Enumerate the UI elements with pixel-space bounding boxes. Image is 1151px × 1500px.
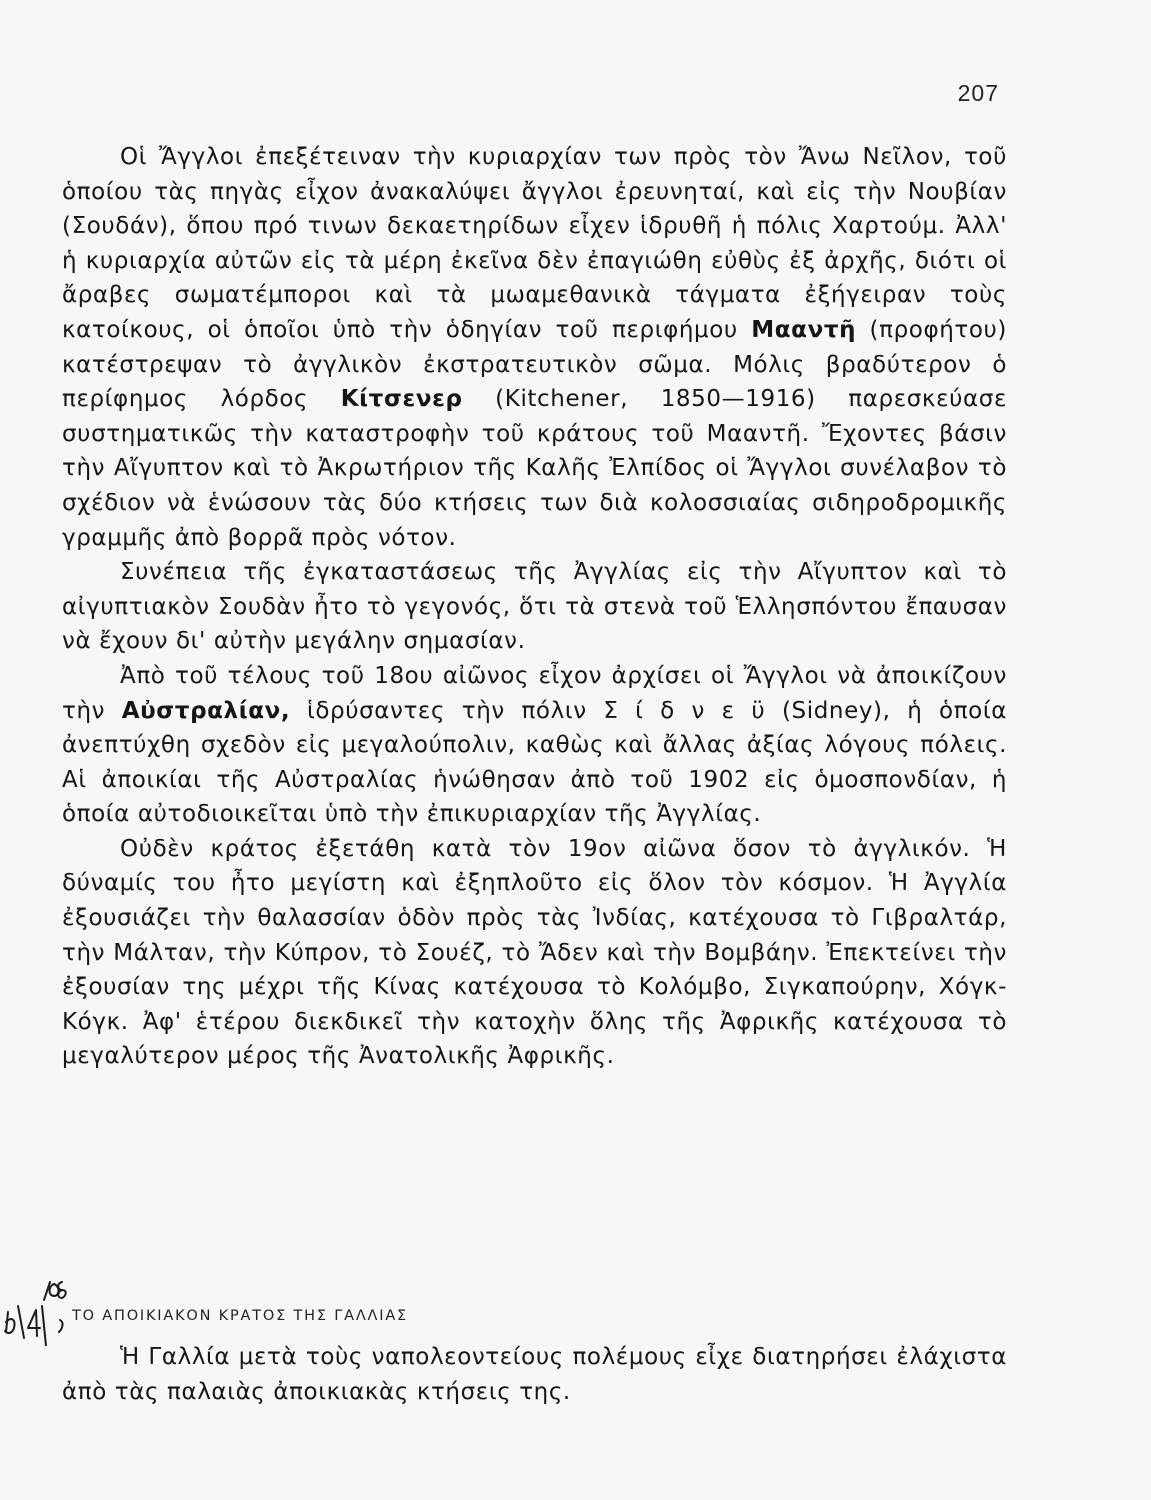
handwritten-margin-note bbox=[2, 1276, 68, 1346]
section-heading: ΤΟ ΑΠΟΙΚΙΑΚΟΝ ΚΡΑΤΟΣ ΤΗΣ ΓΑΛΛΙΑΣ bbox=[72, 1308, 409, 1324]
paragraph-1-text-a: Οἱ Ἄγγλοι ἐπεξέτειναν τὴν κυριαρχίαν των πρὸς τὸν Ἄνω Νεῖλον, τοῦ ὁποίου τὰς πηγὰς εἶχον ἀνακαλύψει ἄγγλοι ἐρευνηταί, καὶ εἰς τὴν Νουβίαν (Σουδάν), ὅπου πρό τινων δεκαετηρίδων εἶχεν ἱδρυθῆ ἡ πόλις Χαρτούμ. Ἀλλ' ἡ κυριαρχία αὐτῶν εἰς τὰ μέρη ἐκεῖνα δὲν ἐπαγιώθη εὐθὺς ἐξ ἀρχῆς, διότι οἱ ἄραβες σωματέμποροι καὶ τὰ μωαμεθανικὰ τάγματα ἐξήγειραν τοὺς κατοίκους, οἱ ὁποῖοι ὑπὸ τὴν ὁδηγίαν τοῦ περιφήμου bbox=[62, 144, 1007, 343]
body-text bbox=[62, 140, 1007, 1074]
bold-term-maanti: Μααντῆ bbox=[751, 316, 857, 343]
paragraph-1 bbox=[62, 140, 1007, 555]
paragraph-1-text-c: (προφήτου) κατέστρεψαν τὸ ἀγγλικὸν ἐκστρατευτικὸν σῶμα. Μόλις βραδύτερον ὁ περίφημος λόρδος bbox=[62, 316, 1007, 413]
paragraph-3-text-c: ἱδρύσαντες τὴν πόλιν Σ ί δ ν ε ϋ (Sidney), ἡ ὁποία ἀνεπτύχθη σχεδὸν εἰς μεγαλούπολιν, καθὼς καὶ ἄλλας ἀξίας λόγους πόλεις. Αἱ ἀποικίαι τῆς Αὐστραλίας ἡνώθησαν ἀπὸ τοῦ 1902 εἰς ὁμοσπονδίαν, ἡ ὁποία αὐτοδιοικεῖται ὑπὸ τὴν ἐπικυριαρχίαν τῆς Ἀγγλίας. bbox=[62, 697, 1007, 828]
paragraph-3 bbox=[62, 659, 1007, 832]
paragraph-3-text-a: Ἀπὸ τοῦ τέλους τοῦ 18ου αἰῶνος εἶχον ἀρχίσει οἱ Ἄγγλοι νὰ ἀποικίζουν τὴν bbox=[62, 662, 1007, 724]
section-body bbox=[62, 1340, 1007, 1409]
paragraph-4: Οὐδὲν κράτος ἐξετάθη κατὰ τὸν 19ον αἰῶνα ὅσον τὸ ἀγγλικόν. Ἡ δύναμίς του ἦτο μεγίστη καὶ ἐξηπλοῦτο εἰς ὅλον τὸν κόσμον. Ἡ Ἀγγλία ἐξουσιάζει τὴν θαλασσίαν ὁδὸν πρὸς τὰς Ἰνδίας, κατέχουσα τὸ Γιβραλτάρ, τὴν Μάλταν, τὴν Κύπρον, τὸ Σουέζ, τὸ Ἄδεν καὶ τὴν Βομβάην. Ἐπεκτείνει τὴν ἐξουσίαν της μέχρι τῆς Κίνας κατέχουσα τὸ Κολόμβο, Σιγκαπούρην, Χόγκ-Κόγκ. Ἀφ' ἑτέρου διεκδικεῖ τὴν κατοχὴν ὅλης τῆς Ἀφρικῆς κατέχουσα τὸ μεγαλύτερον μέρος τῆς Ἀνατολικῆς Ἀφρικῆς. bbox=[62, 835, 1007, 1070]
paragraph-2: Συνέπεια τῆς ἐγκαταστάσεως τῆς Ἀγγλίας εἰς τὴν Αἴγυπτον καὶ τὸ αἰγυπτιακὸν Σουδὰν ἦτο τὸ γεγονός, ὅτι τὰ στενὰ τοῦ Ἑλλησπόντου ἔπαυσαν νὰ ἔχουν δι' αὐτὴν μεγάλην σημασίαν. bbox=[62, 559, 1007, 655]
page-number: 207 bbox=[957, 80, 999, 106]
paragraph-1-text-e: (Kitchener, 1850—1916) παρεσκεύασε συστηματικῶς τὴν καταστροφὴν τοῦ κράτους τοῦ Μααντῆ. Ἔχοντες βάσιν τὴν Αἴγυπτον καὶ τὸ Ἀκρωτήριον τῆς Καλῆς Ἐλπίδος οἱ Ἄγγλοι συνέλαβον τὸ σχέδιον νὰ ἑνώσουν τὰς δύο κτήσεις των διὰ κολοσσιαίας σιδηροδρομικῆς γραμμῆς ἀπὸ βορρᾶ πρὸς νότον. bbox=[62, 386, 1007, 551]
bold-term-australia: Αὐστραλίαν, bbox=[121, 697, 291, 724]
bold-term-kitchener: Κίτσενερ bbox=[340, 386, 463, 413]
paragraph-5: Ἡ Γαλλία μετὰ τοὺς ναπολεοντείους πολέμους εἶχε διατηρήσει ἐλάχιστα ἀπὸ τὰς παλαιὰς ἀποικιακὰς κτήσεις της. bbox=[62, 1344, 1007, 1405]
